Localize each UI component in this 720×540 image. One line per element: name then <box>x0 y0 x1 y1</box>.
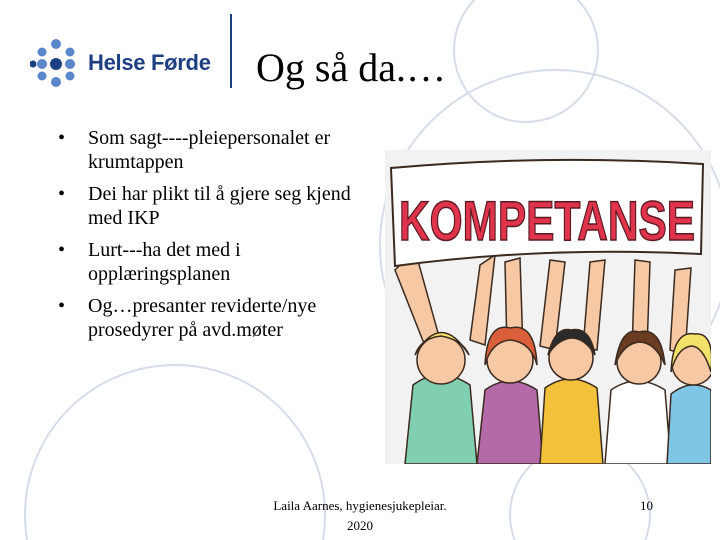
bullet-text: Som sagt----pleiepersonalet er krumtappen <box>88 127 331 173</box>
bullet-text: Dei har plikt til å gjere seg kjend med IKP <box>88 183 351 229</box>
footer-author-line1: Laila Aarnes, hygienesjukepleiar. <box>273 498 447 513</box>
footer-author <box>250 496 470 536</box>
kompetanse-illustration <box>385 150 711 464</box>
bullet-text: Lurt---ha det med i opplæringsplanen <box>88 239 241 285</box>
bullet-item <box>58 126 378 174</box>
bullet-item <box>58 182 378 230</box>
bullet-list <box>58 126 378 350</box>
slide-title: Og så da.… <box>256 45 446 90</box>
bullet-marker: • <box>58 239 66 261</box>
logo-text: Helse Førde <box>88 50 211 75</box>
bullet-marker: • <box>58 183 66 205</box>
bullet-item <box>58 238 378 286</box>
bullet-marker: • <box>58 295 66 317</box>
banner-text: KOMPETANSE <box>399 189 695 252</box>
bullet-text: Og…presanter reviderte/nye prosedyrer på avd.møter <box>88 295 317 341</box>
bullet-marker: • <box>58 127 66 149</box>
bullet-item <box>58 294 378 342</box>
page-number: 10 <box>640 498 653 513</box>
deco-circle-top <box>454 0 598 122</box>
footer-author-line2: 2020 <box>347 518 373 533</box>
header-divider <box>230 14 232 88</box>
